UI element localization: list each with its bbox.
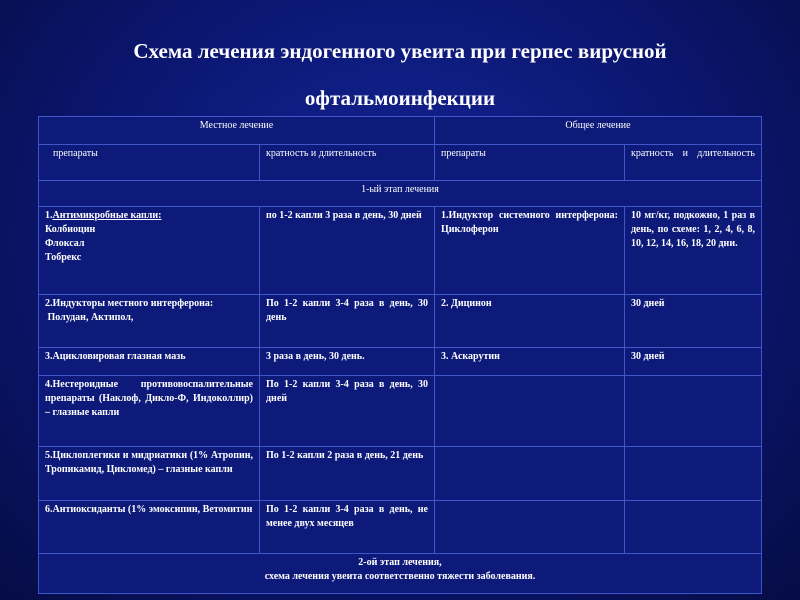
local-drug-cell: 4.Нестероидные противовоспалительные препараты (Наклоф, Дикло-Ф, Индоколлир) – глазные капли (39, 376, 260, 447)
general-drug-cell (435, 376, 625, 447)
general-drug-cell: 3. Аскарутин (435, 348, 625, 376)
general-frequency-cell (625, 447, 762, 501)
local-frequency-cell: По 1-2 капли 3-4 раза в день, 30 день (260, 295, 435, 348)
stage-2-label (39, 554, 762, 594)
treatment-scheme-table (38, 116, 762, 594)
table-subheader-row (39, 145, 762, 181)
general-drug-cell: 2. Дицинон (435, 295, 625, 348)
subheader-local-frequency: кратность и длительность (260, 145, 435, 181)
table-row (39, 207, 762, 295)
drug-group-text: 2.Индукторы местного интерферона: (45, 298, 214, 309)
antimicrobial-drops-heading: Антимикробные капли: (52, 210, 162, 221)
subheader-local-drugs: препараты (39, 145, 260, 181)
table-row (39, 447, 762, 501)
table-row (39, 295, 762, 348)
general-frequency-cell: 30 дней (625, 348, 762, 376)
slide-title (0, 28, 800, 122)
drug-item: Полудан, Актипол, (45, 312, 134, 323)
general-frequency-cell: 30 дней (625, 295, 762, 348)
table-row (39, 376, 762, 447)
general-drug-cell (435, 447, 625, 501)
local-frequency-cell: по 1-2 капли 3 раза в день, 30 дней (260, 207, 435, 295)
local-drug-cell: 5.Циклоплегики и мидриатики (1% Атропин, Тропикамид, Цикломед) – глазные капли (39, 447, 260, 501)
drug-item: Флоксал (45, 238, 85, 249)
local-frequency-cell: По 1-2 капли 3-4 раза в день, 30 дней (260, 376, 435, 447)
stage-2-line-1: 2-ой этап лечения, (358, 557, 442, 568)
local-frequency-cell: 3 раза в день, 30 день. (260, 348, 435, 376)
table-header-row (39, 117, 762, 145)
general-frequency-cell: 10 мг/кг, подкожно, 1 раз в день, по схеме: 1, 2, 4, 6, 8, 10, 12, 14, 16, 18, 20 дни. (625, 207, 762, 295)
general-frequency-cell (625, 376, 762, 447)
table-row (39, 348, 762, 376)
header-general-treatment: Общее лечение (435, 117, 762, 145)
general-drug-cell (435, 501, 625, 554)
stage-2-line-2: схема лечения увеита соответственно тяжести заболевания. (264, 571, 536, 582)
row-number: 1. (45, 210, 53, 221)
stage-2-row (39, 554, 762, 594)
subheader-general-drugs: препараты (435, 145, 625, 181)
general-frequency-cell (625, 501, 762, 554)
drug-item: Колбиоцин (45, 224, 96, 235)
slide-title-line-2: офтальмоинфекции (304, 86, 496, 110)
local-frequency-cell: По 1-2 капли 3-4 раза в день, не менее двух месяцев (260, 501, 435, 554)
drug-item: Тобрекс (45, 252, 82, 263)
local-frequency-cell: По 1-2 капли 2 раза в день, 21 день (260, 447, 435, 501)
general-drug-cell: 1.Индуктор системного интерферона: Циклоферон (435, 207, 625, 295)
local-drug-cell: 3.Ацикловировая глазная мазь (39, 348, 260, 376)
stage-1-row (39, 181, 762, 207)
table-row (39, 501, 762, 554)
stage-1-label: 1-ый этап лечения (39, 181, 762, 207)
subheader-general-frequency: кратность и длительность (625, 145, 762, 181)
slide-title-line-1: Схема лечения эндогенного увеита при герпес вирусной (133, 39, 667, 63)
local-drug-cell (39, 207, 260, 295)
header-local-treatment: Местное лечение (39, 117, 435, 145)
local-drug-cell (39, 295, 260, 348)
local-drug-cell: 6.Антиоксиданты (1% эмоксипин, Ветомитин (39, 501, 260, 554)
